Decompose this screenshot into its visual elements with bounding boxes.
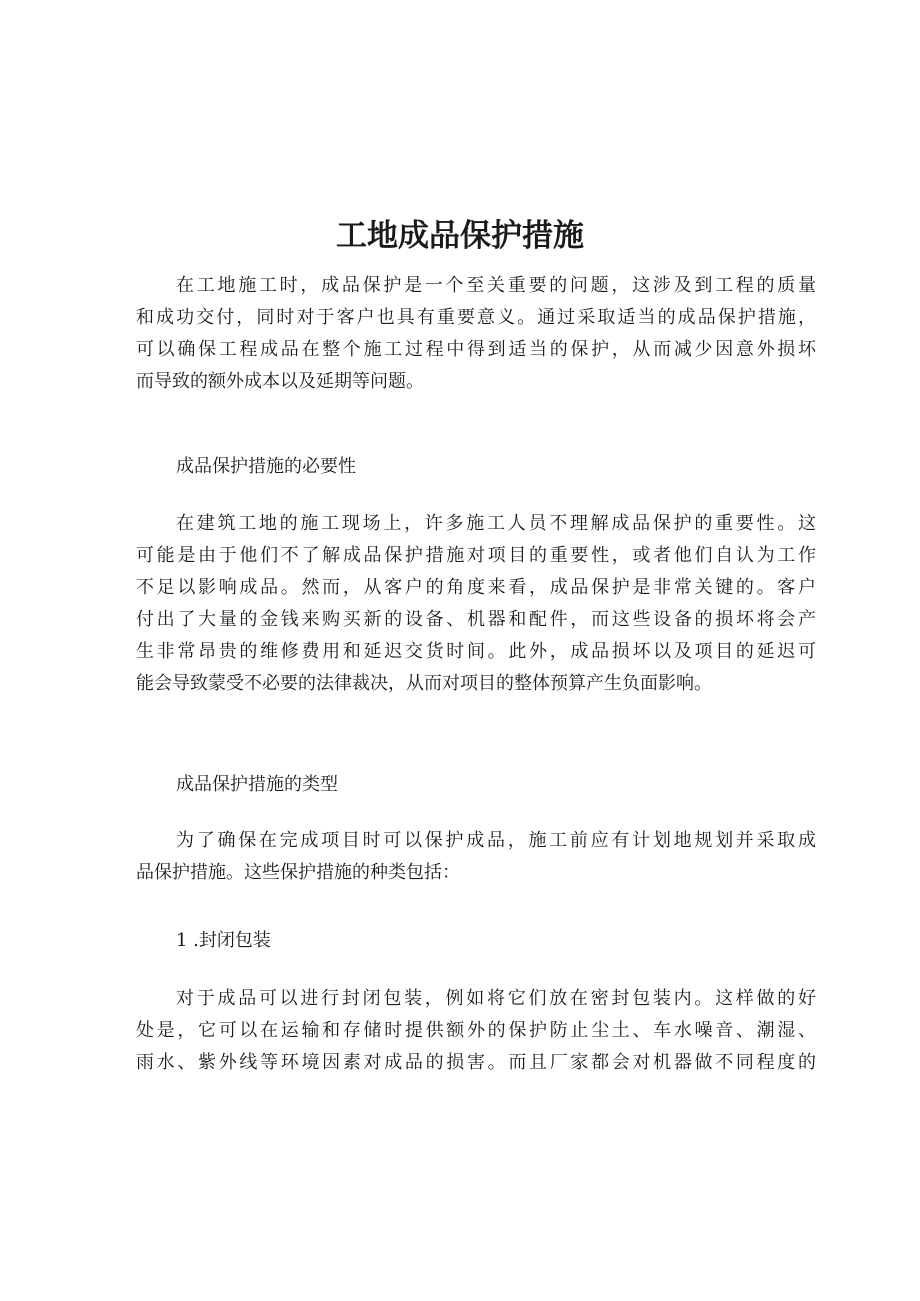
- text-line: 不足以影响成品。然而，从客户的角度来看，成品保护是非常关键的。客户: [136, 577, 816, 598]
- text-line: 为了确保在完成项目时可以保护成品，施工前应有计划地规划并采取成: [176, 830, 816, 851]
- section-heading: 成品保护措施的必要性: [176, 456, 356, 477]
- text-line: 在建筑工地的施工现场上，许多施工人员不理解成品保护的重要性。这: [176, 513, 816, 534]
- text-line: 在工地施工时，成品保护是一个至关重要的问题，这涉及到工程的质量: [176, 275, 816, 296]
- section-heading-necessity: [136, 451, 816, 483]
- list-item-heading: [136, 925, 816, 957]
- paragraph-sealed-packaging: [136, 983, 816, 1079]
- text-line: 处是，它可以在运输和存储时提供额外的保护防止尘土、车水噪音、潮湿、: [136, 1020, 816, 1041]
- text-line: 和成功交付，同时对于客户也具有重要意义。通过采取适当的成品保护措施，: [136, 307, 816, 328]
- text-line: 可能是由于他们不了解成品保护措施对项目的重要性，或者他们自认为工作: [136, 545, 816, 566]
- paragraph-necessity: [136, 508, 816, 700]
- list-item-title: 1 .封闭包装: [176, 930, 271, 951]
- paragraph-intro: [136, 270, 816, 398]
- text-line: 品保护措施。这些保护措施的种类包括：: [136, 862, 460, 883]
- section-heading: 成品保护措施的类型: [176, 774, 338, 795]
- text-line: 付出了大量的金钱来购买新的设备、机器和配件，而这些设备的损坏将会产: [136, 609, 816, 630]
- paragraph-types: [136, 825, 816, 889]
- section-heading-types: [136, 769, 816, 801]
- text-line: 生非常昂贵的维修费用和延迟交货时间。此外，成品损坏以及项目的延迟可: [136, 641, 816, 662]
- text-line: 雨水、紫外线等环境因素对成品的损害。而且厂家都会对机器做不同程度的: [136, 1052, 816, 1073]
- text-line: 可以确保工程成品在整个施工过程中得到适当的保护，从而减少因意外损坏: [136, 339, 816, 360]
- text-line: 而导致的额外成本以及延期等问题。: [136, 371, 424, 392]
- text-line: 对于成品可以进行封闭包装，例如将它们放在密封包装内。这样做的好: [176, 988, 816, 1009]
- page-title: 工地成品保护措施: [336, 218, 584, 254]
- text-line: 能会导致蒙受不必要的法律裁决，从而对项目的整体预算产生负面影响。: [136, 673, 712, 694]
